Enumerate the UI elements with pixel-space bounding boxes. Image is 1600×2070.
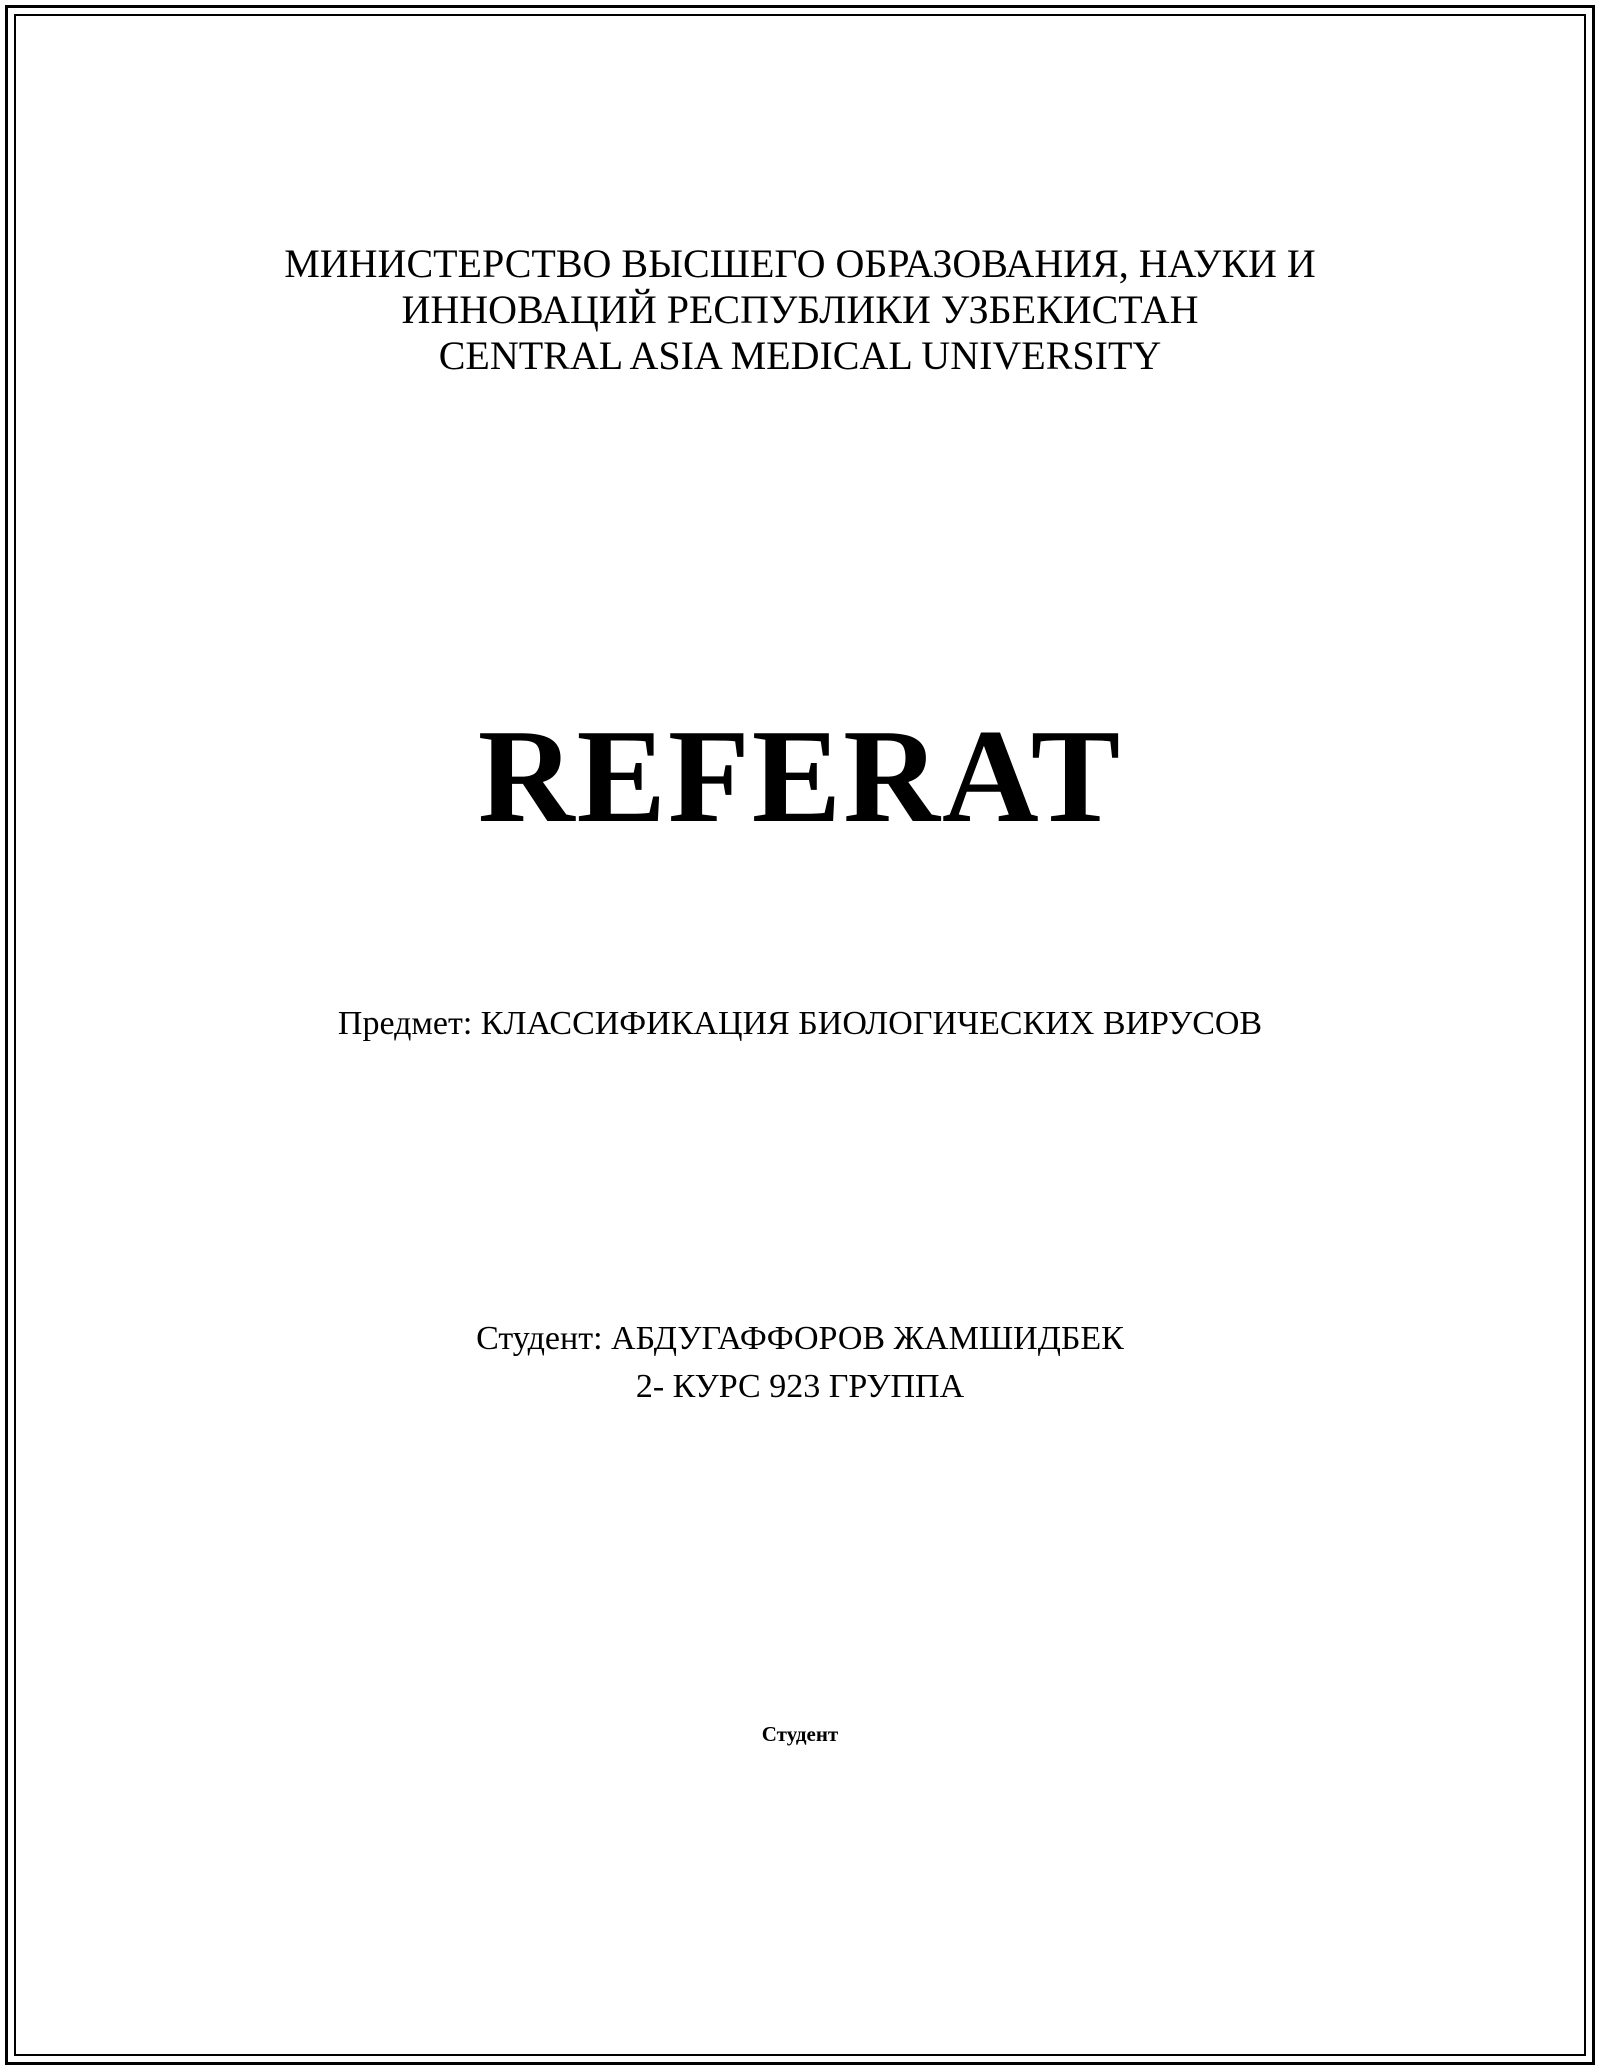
- ministry-line-1: МИНИСТЕРСТВО ВЫСШЕГО ОБРАЗОВАНИЯ, НАУКИ И: [284, 241, 1316, 286]
- student-info: [0, 1315, 1600, 1411]
- student-group: 2- КУРС 923 ГРУППА: [635, 1368, 965, 1405]
- student-name: Студент: АБДУГАФФОРОВ ЖАМШИДБЕК: [476, 1320, 1124, 1357]
- university-name: CENTRAL ASIA MEDICAL UNIVERSITY: [438, 333, 1162, 378]
- footer-student-label: Студент: [761, 1722, 839, 1746]
- institution-header: [0, 241, 1600, 379]
- ministry-line-2: ИННОВАЦИЙ РЕСПУБЛИКИ УЗБЕКИСТАН: [401, 287, 1199, 332]
- subject-line: Предмет: КЛАССИФИКАЦИЯ БИОЛОГИЧЕСКИХ ВИРУСОВ: [337, 1005, 1263, 1042]
- document-title: REFERAT: [477, 702, 1123, 850]
